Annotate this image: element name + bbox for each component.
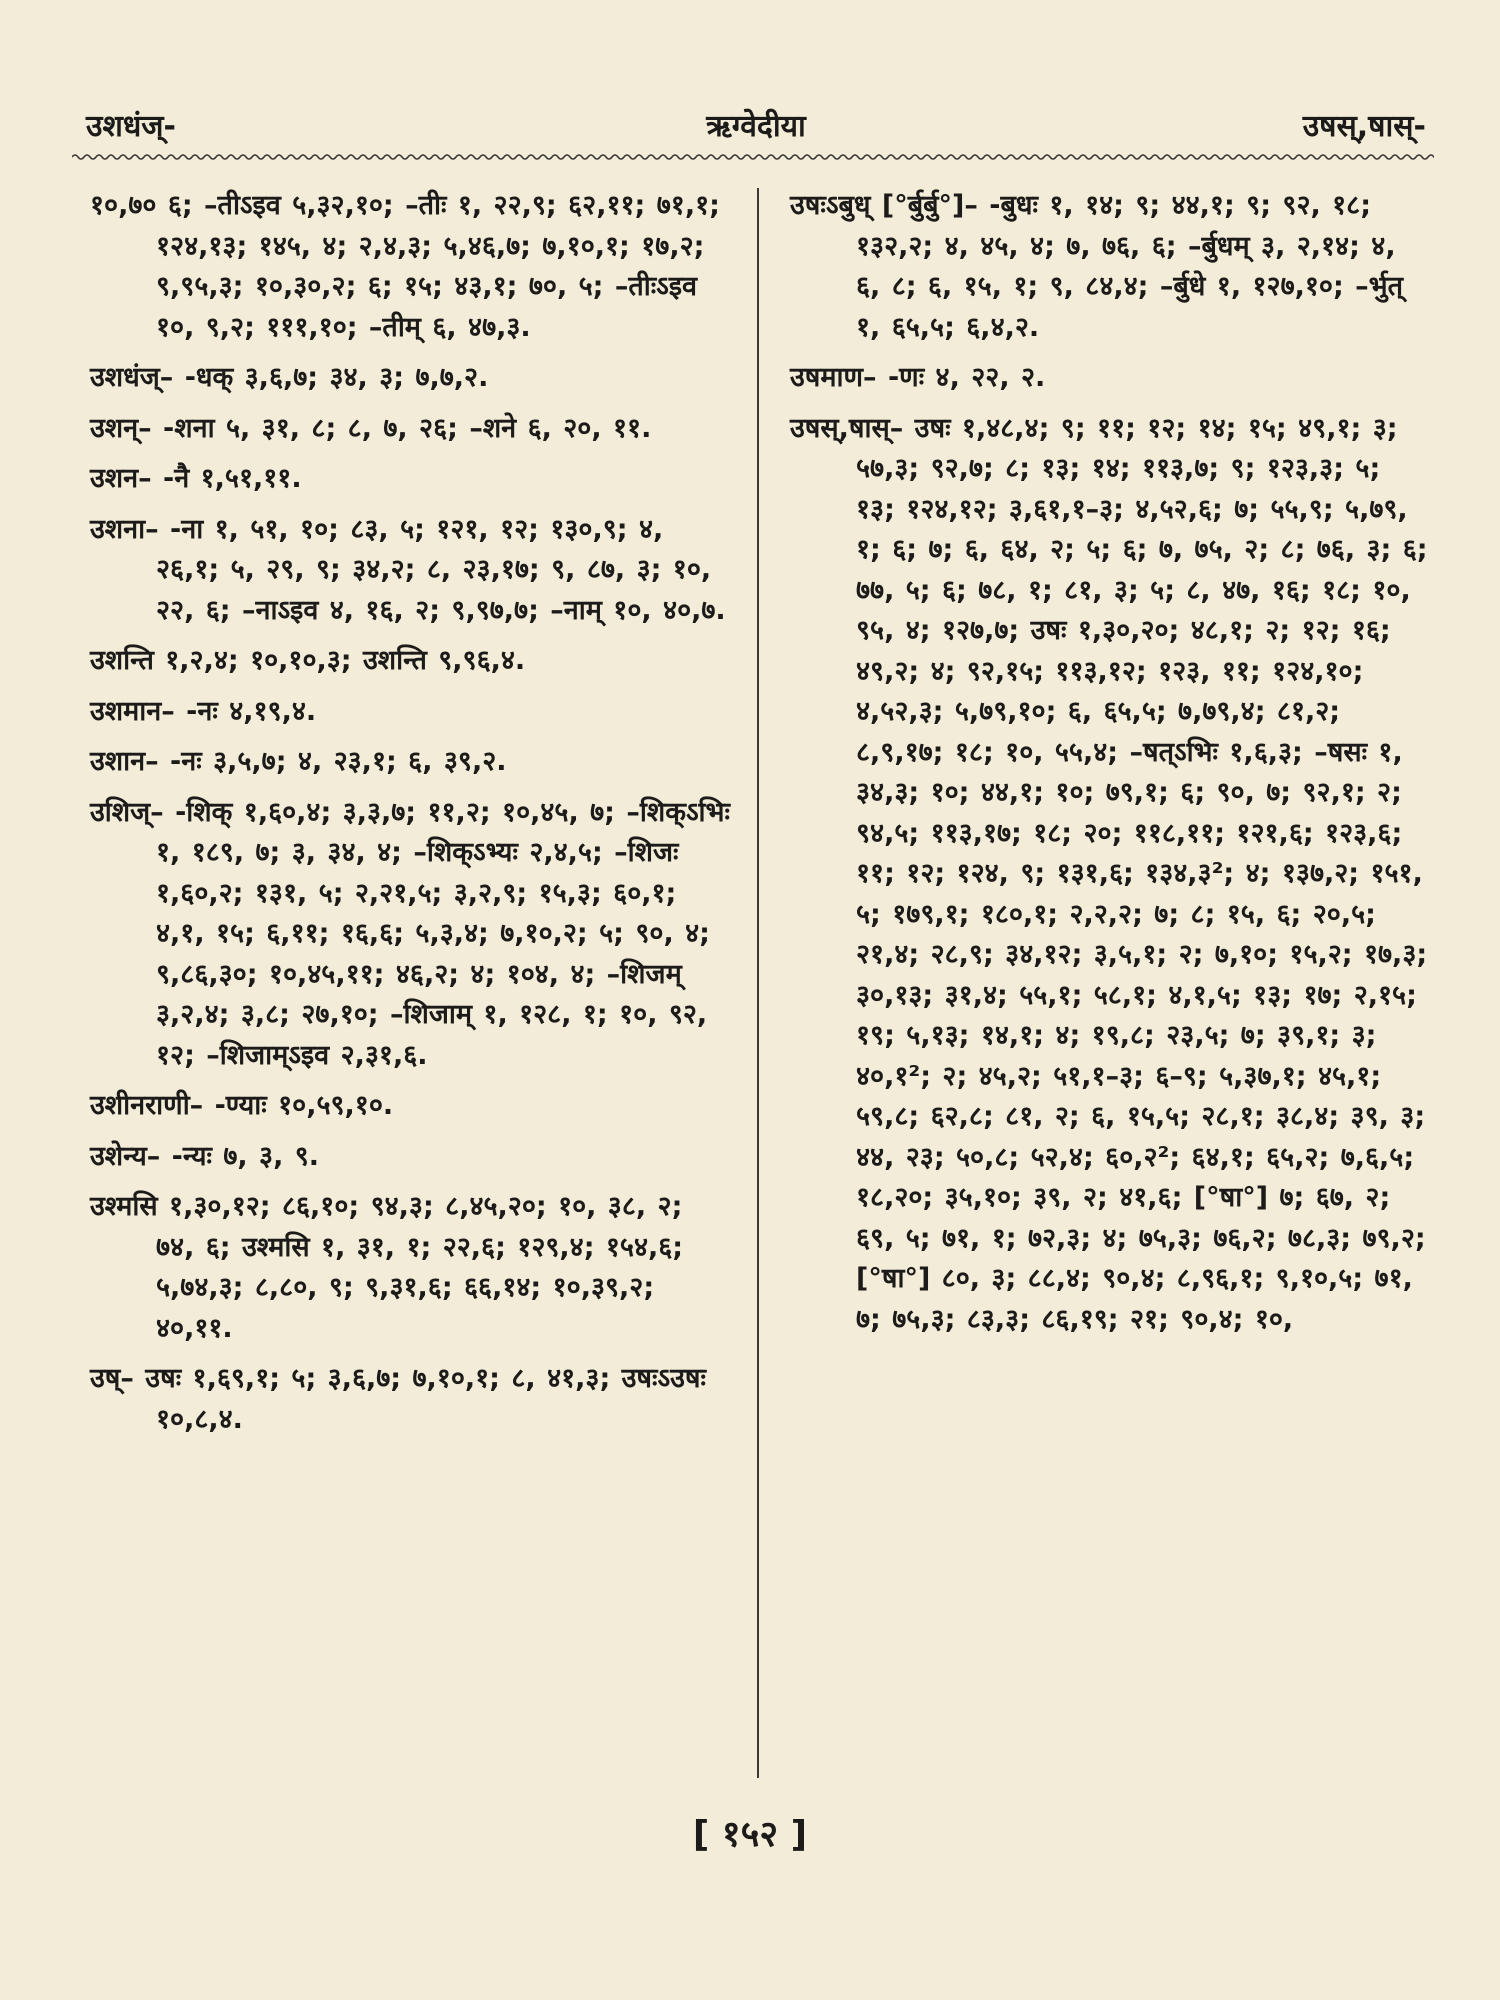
header-title: ऋग्वेदीया	[706, 109, 806, 144]
entry-ushij: उशिज्– -शिक् १,६०,४; ३,३,७; ११,२; १०,४५, ७; –शिक्ऽभिः १, १८९, ७; ३, ३४, ४; –शिक्ऽभ्यः २,४,५; –शिजः १,६०,२; १३१, ५; २,२१,५; ३,२,९; १५,३; ६०,१; ४,१, १५; ६,११; १६,६; ५,३,४; ७,१०,२; ५; ९०, ४; ९,८६,३०; १०,४५,११; ४६,२; ४; १०४, ४; –शिजम् ३,२,४; ३,८; २७,१०; –शिजाम् १, १२८, १; १०, ९२, १२; –शिजाम्ऽइव २,३१,६.	[90, 796, 730, 1071]
entry-ushadhaj: उशधंज्– -धक् ३,६,७; ३४, ३; ७,७,२.	[90, 362, 489, 393]
header-left-word: उशधंज्-	[86, 109, 177, 144]
entry-ushinarani: उशीनराणी– -ण्याः १०,५९,१०.	[90, 1090, 394, 1121]
entry-continuation: १०,७० ६; –तीऽइव ५,३२,१०; –तीः १, २२,९; ६२,११; ७१,१; १२४,१३; १४५, ४; २,४,३; ५,४६,७; ७,१०,१; १७,२; ९,९५,३; १०,३०,२; ६; १५; ४३,१; ७०, ५; –तीःऽइव १०, ९,२; १११,१०; –तीम् ६, ४७,३.	[90, 190, 720, 343]
entry-ushas: उषस्,षास्– उषः १,४८,४; ९; ११; १२; १४; १५; ४९,१; ३; ५७,३; ९२,७; ८; १३; १४; ११३,७; ९; १२३,३; ५; १३; १२४,१२; ३,६१,१–३; ४,५२,६; ७; ५५,९; ५,७९, १; ६; ७; ६, ६४, २; ५; ६; ७, ७५, २; ८; ७६, ३; ६; ७७, ५; ६; ७८, १; ८१, ३; ५; ८, ४७, १६; १८; १०, ९५, ४; १२७,७; उषः १,३०,२०; ४८,१; २; १२; १६; ४९,२; ४; ९२,१५; ११३,१२; १२३, ११; १२४,१०; ४,५२,३; ५,७९,१०; ६, ६५,५; ७,७९,४; ८१,२; ८,९,१७; १८; १०, ५५,४; –षत्ऽभिः १,६,३; –षसः १, ३४,३; १०; ४४,१; १०; ७९,१; ६; ९०, ७; ९२,१; २; ९४,५; ११३,१७; १८; २०; ११८,११; १२१,६; १२३,६; ११; १२; १२४, ९; १३१,६; १३४,३²; ४; १३७,२; १५१, ५; १७९,१; १८०,१; २,२,२; ७; ८; १५, ६; २०,५; २१,४; २८,९; ३४,१२; ३,५,१; २; ७,१०; १५,२; १७,३; ३०,१३; ३१,४; ५५,१; ५८,१; ४,१,५; १३; १७; २,१५; १९; ५,१३; १४,१; ४; १९,८; २३,५; ७; ३९,१; ३; ४०,१²; २; ४५,२; ५१,१–३; ६–९; ५,३७,१; ४५,१; ५९,८; ६२,८; ८१, २; ६, १५,५; २८,१; ३८,४; ३९, ३; ४४, २३; ५०,८; ५२,४; ६०,२²; ६४,१; ६५,२; ७,६,५; १८,२०; ३५,१०; ३९, २; ४१,६; [°षा°] ७; ६७, २; ६९, ५; ७१, १; ७२,३; ४; ७५,३; ७६,२; ७८,३; ७९,२; [°षा°] ८०, ३; ८८,४; ९०,४; ८,९६,१; ९,१०,५; ७१, ७; ७५,३; ८३,३; ८६,१९; २१; ९०,४; १०,	[790, 412, 1428, 1335]
entry-ushmasi: उश्मसि १,३०,१२; ८६,१०; ९४,३; ८,४५,२०; १०, ३८, २; ७४, ६; उश्मसि १, ३१, १; २२,६; १२९,४; १५४,६; ५,७४,३; ८,८०, ९; ९,३१,६; ६६,१४; १०,३९,२; ४०,११.	[90, 1191, 684, 1344]
entry-ush: उष्– उषः १,६९,१; ५; ३,६,७; ७,१०,१; ८, ४१,३; उषःऽउषः १०,८,४.	[90, 1363, 706, 1435]
right-column	[790, 186, 1430, 1350]
entry-ushenya: उशेन्य– -न्यः ७, ३, ९.	[90, 1140, 320, 1172]
entry-ushan: उशन्– -शना ५, ३१, ८; ८, ७, २६; –शने ६, २०, ११.	[90, 412, 652, 444]
entry-ushana: उशन– -नै १,५१,११.	[90, 463, 302, 494]
page-number: [ १५२ ]	[692, 1814, 808, 1855]
header-right-word: उषस्,षास्-	[1302, 109, 1426, 144]
entry-ushana-participle: उशान– -नः ३,५,७; ४, २३,१; ६, ३९,२.	[90, 746, 507, 777]
left-column	[90, 186, 730, 1450]
entry-ushanti: उशन्ति १,२,४; १०,१०,३; उशन्ति ९,९६,४.	[90, 645, 526, 676]
entry-ushamana: उशमान– -नः ४,१९,४.	[90, 695, 317, 727]
entry-ushahbudh: उषःऽबुध् [°र्बुर्बु°]– -बुधः १, १४; ९; ४४,१; ९; ९२, १८; १३२,२; ४, ४५, ४; ७, ७६, ६; –र्बुधम् ३, २,१४; ४, ६, ८; ६, १५, १; ९, ८४,४; –र्बुधे १, १२७,१०; –र्भुत् १, ६५,५; ६,४,२.	[790, 190, 1404, 343]
entry-ushamana-right: उषमाण– -णः ४, २२, २.	[790, 362, 1046, 393]
running-header	[86, 96, 1426, 146]
column-divider	[757, 188, 759, 1778]
wavy-rule	[72, 150, 1434, 164]
entry-ushanaa: उशना– -ना १, ५१, १०; ८३, ५; १२१, १२; १३०,९; ४, २६,१; ५, २९, ९; ३४,२; ८, २३,१७; ९, ८७, ३; १०, २२, ६; –नाऽइव ४, १६, २; ९,९७,७; –नाम् १०, ४०,७.	[90, 513, 726, 626]
